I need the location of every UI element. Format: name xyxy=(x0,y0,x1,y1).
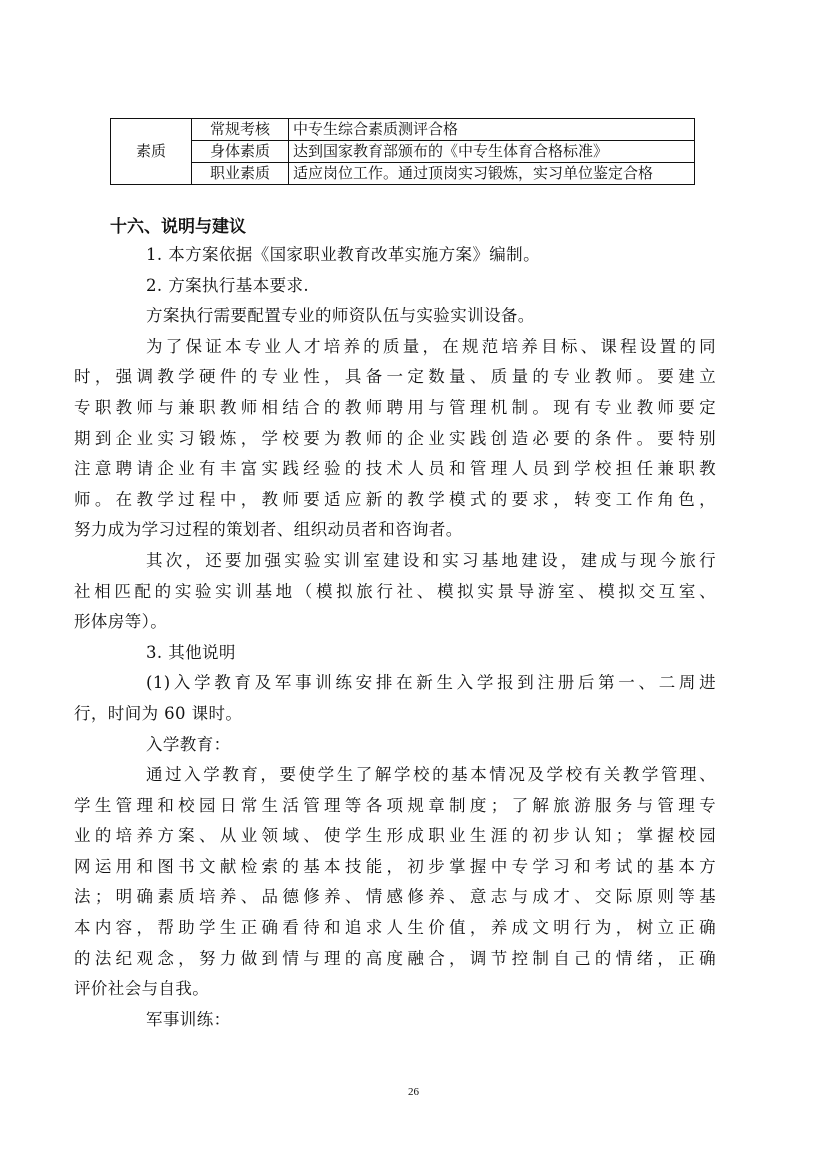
paragraph xyxy=(74,332,716,546)
text-line: (1)入学教育及军事训练安排在新生入学报到注册后第一、二周进 xyxy=(146,673,716,693)
paragraph xyxy=(110,240,716,271)
paragraph xyxy=(110,271,716,302)
requirement-cell: 中专生综合素质测评合格 xyxy=(289,119,695,141)
text-line: 专职教师与兼职教师相结合的教师聘用与管理机制。现有专业教师要定 xyxy=(74,397,716,417)
paragraph xyxy=(110,638,716,669)
requirement-cell: 达到国家教育部颁布的《中专生体育合格标准》 xyxy=(289,141,695,163)
text-line: 入学教育： xyxy=(146,734,231,754)
text-line: 本内容，帮助学生正确看待和追求人生价值，养成文明行为，树立正确 xyxy=(74,918,716,938)
text-line: 期到企业实习锻炼，学校要为教师的企业实践创造必要的条件。要特别 xyxy=(74,428,716,448)
text-line: 行，时间为 60 课时。 xyxy=(74,703,243,723)
text-line: 为了保证本专业人才培养的质量，在规范培养目标、课程设置的同 xyxy=(146,336,716,356)
item-cell: 身体素质 xyxy=(192,141,289,163)
paragraph xyxy=(74,668,716,729)
text-line: 通过入学教育，要使学生了解学校的基本情况及学校有关教学管理、 xyxy=(146,765,716,785)
text-line: 2. 方案执行基本要求. xyxy=(146,275,310,295)
text-line: 1. 本方案依据《国家职业教育改革实施方案》编制。 xyxy=(146,245,540,264)
text-line: 军事训练： xyxy=(146,1009,231,1029)
text-line: 努力成为学习过程的策划者、组织动员者和咨询者。 xyxy=(74,520,463,540)
requirement-cell: 适应岗位工作。通过顶岗实习锻炼，实习单位鉴定合格 xyxy=(289,163,695,185)
text-line: 社相匹配的实验实训基地（模拟旅行社、模拟实景导游室、模拟交互室、 xyxy=(74,581,716,601)
text-line: 注意聘请企业有丰富实践经验的技术人员和管理人员到学校担任兼职教 xyxy=(74,459,716,479)
table-row xyxy=(111,119,695,141)
table-row xyxy=(111,163,695,185)
text-line: 学生管理和校园日常生活管理等各项规章制度；了解旅游服务与管理专 xyxy=(74,795,716,815)
table-row xyxy=(111,141,695,163)
text-line: 形体房等）。 xyxy=(74,612,168,632)
text-line: 网运用和图书文献检索的基本技能，初步掌握中专学习和考试的基本方 xyxy=(74,856,716,876)
text-line: 方案执行需要配置专业的师资队伍与实验实训设备。 xyxy=(146,306,535,326)
text-line: 时，强调教学硬件的专业性，具备一定数量、质量的专业教师。要建立 xyxy=(74,367,716,387)
text-line: 的法纪观念，努力做到情与理的高度融合，调节控制自己的情绪，正确 xyxy=(74,948,716,968)
text-line: 3. 其他说明 xyxy=(146,642,236,662)
text-line: 师。在教学过程中，教师要适应新的教学模式的要求，转变工作角色， xyxy=(74,489,716,509)
quality-requirements-table xyxy=(110,118,695,185)
category-cell: 素质 xyxy=(111,119,192,185)
paragraph xyxy=(74,760,716,1005)
text-line: 法；明确素质培养、品德修养、情感修养、意志与成才、交际原则等基 xyxy=(74,887,716,907)
document-body xyxy=(74,240,716,1035)
paragraph xyxy=(110,1005,716,1036)
text-line: 其次，还要加强实验实训室建设和实习基地建设，建成与现今旅行 xyxy=(146,550,716,570)
paragraph xyxy=(110,730,716,761)
page-number: 26 xyxy=(408,1086,419,1098)
text-line: 评价社会与自我。 xyxy=(74,979,210,999)
section-title: 十六、说明与建议 xyxy=(110,217,246,237)
item-cell: 职业素质 xyxy=(192,163,289,185)
paragraph xyxy=(110,301,716,332)
item-cell: 常规考核 xyxy=(192,119,289,141)
paragraph xyxy=(74,546,716,638)
text-line: 业的培养方案、从业领域、使学生形成职业生涯的初步认知；掌握校园 xyxy=(74,826,716,846)
